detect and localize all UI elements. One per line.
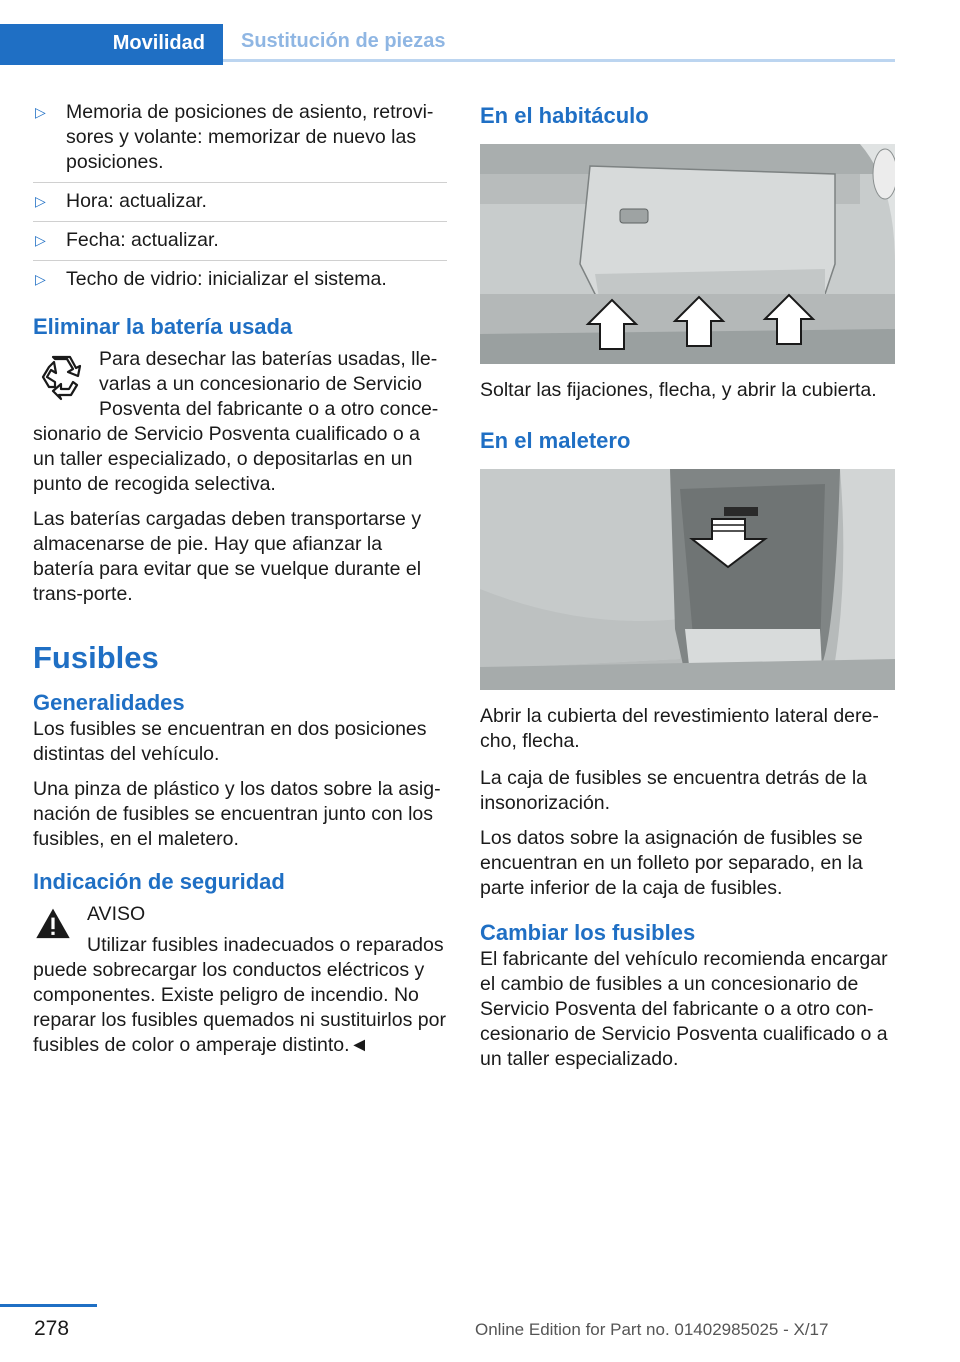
- warning-text: Utilizar fusibles inadecuados o reparados puede sobrecargar los conductos eléctricos y componentes. Existe peligro de incendio. No reparar los fusibles quemados ni sustituirlos por fusibles de color o amperaje distinto.◄: [33, 934, 446, 1056]
- warning-label: AVISO: [87, 903, 146, 925]
- edition-note: Online Edition for Part no. 01402985025 - X/17: [475, 1320, 829, 1339]
- trunk-text-1: Abrir la cubierta del revestimiento lateral dere-cho, flecha.: [480, 705, 879, 752]
- recycle-icon: [33, 349, 89, 405]
- right-column: [480, 100, 894, 1072]
- cabin-heading: En el habitáculo: [480, 103, 649, 128]
- general-text-2: Una pinza de plástico y los datos sobre la asig-nación de fusibles se encuentran junto con los fusibles, en el maletero.: [33, 778, 441, 850]
- general-heading: Generalidades: [33, 690, 185, 715]
- battery-text-1: Para desechar las baterías usadas, lle-varlas a un concesionario de Servicio Posventa del fabricante o a otro conce-sionario de Servicio Posventa cualificado o a un taller especializado, o depositarlas en un punto de recogida selectiva.: [33, 348, 439, 495]
- left-column: [33, 100, 447, 1058]
- safety-heading: Indicación de seguridad: [33, 869, 285, 894]
- triangle-bullet-icon: ▷: [35, 232, 46, 248]
- trunk-text-2: La caja de fusibles se encuentra detrás de la insonorización.: [480, 767, 868, 814]
- change-heading: Cambiar los fusibles: [480, 920, 696, 945]
- tab-sustitucion-de-piezas[interactable]: Sustitución de piezas: [223, 24, 895, 62]
- triangle-bullet-icon: ▷: [35, 104, 46, 120]
- bullet-list: [33, 100, 447, 299]
- general-text-1: Los fusibles se encuentran en dos posiciones distintas del vehículo.: [33, 718, 427, 765]
- warning-box: [33, 902, 447, 1058]
- footer-accent-line: [0, 1304, 97, 1307]
- list-item: ▷ Memoria de posiciones de asiento, retrovi-sores y volante: memorizar de nuevo las posiciones.: [33, 100, 447, 183]
- trunk-illustration: [480, 469, 895, 690]
- battery-section: [33, 347, 447, 607]
- battery-text-2: Las baterías cargadas deben transportarse y almacenarse de pie. Hay que afianzar la batería para evitar que se vuelque durante el trans-porte.: [33, 508, 422, 605]
- cabin-caption: Soltar las fijaciones, flecha, y abrir la cubierta.: [480, 379, 877, 401]
- tab-movilidad[interactable]: Movilidad: [0, 24, 223, 62]
- fuses-heading: Fusibles: [33, 640, 159, 675]
- trunk-text-3: Los datos sobre la asignación de fusibles se encuentran en un folleto por separado, en la parte inferior de la caja de fusibles.: [480, 827, 863, 899]
- change-text: El fabricante del vehículo recomienda encargar el cambio de fusibles a un concesionario de Servicio Posventa del fabricante o a otro con-cesionario de Servicio Posventa cualificado o a un taller especializado.: [480, 948, 888, 1070]
- header-tabs: [0, 0, 960, 62]
- list-item: ▷ Hora: actualizar.: [33, 189, 447, 222]
- list-item: ▷ Fecha: actualizar.: [33, 228, 447, 261]
- battery-heading: Eliminar la batería usada: [33, 314, 293, 339]
- glovebox-illustration: [480, 144, 895, 364]
- triangle-bullet-icon: ▷: [35, 193, 46, 209]
- page-number: 278: [34, 1317, 70, 1340]
- list-item: ▷ Techo de vidrio: inicializar el sistema.: [35, 268, 387, 290]
- triangle-bullet-icon: ▷: [35, 271, 46, 287]
- trunk-heading: En el maletero: [480, 428, 631, 453]
- warning-triangle-icon: [33, 906, 73, 942]
